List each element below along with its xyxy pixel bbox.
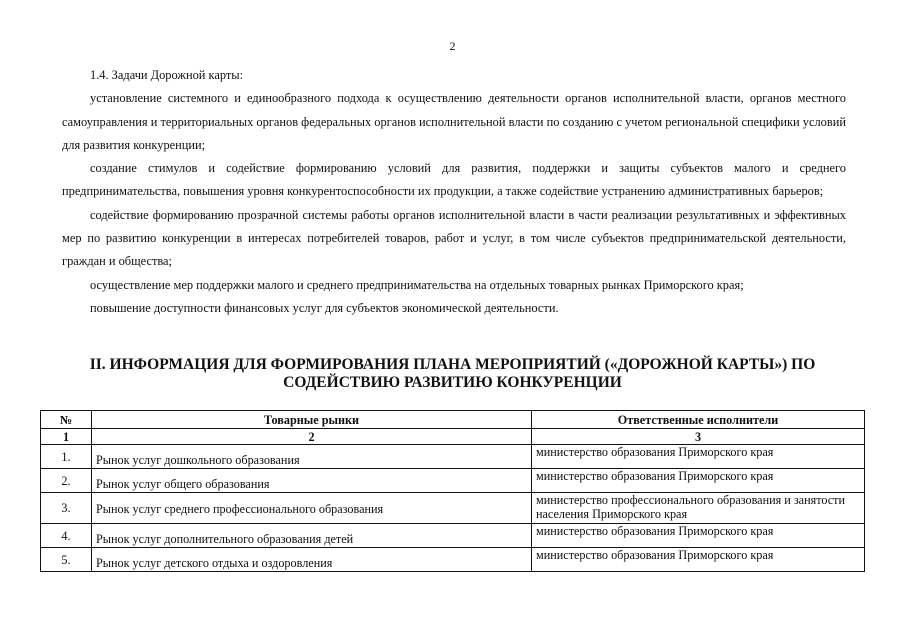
responsible-cell: министерство образования Приморского края bbox=[532, 548, 865, 572]
market-cell bbox=[92, 524, 532, 548]
table-row bbox=[41, 445, 865, 469]
table-row bbox=[41, 548, 865, 572]
section-title bbox=[40, 356, 865, 392]
row-number: 1. bbox=[41, 445, 92, 469]
responsible-cell: министерство образования Приморского края bbox=[532, 469, 865, 493]
header-responsible: Ответственные исполнители bbox=[532, 411, 865, 429]
row-number: 4. bbox=[41, 524, 92, 548]
responsible-cell: министерство образования Приморского края bbox=[532, 524, 865, 548]
tasks-section bbox=[62, 64, 846, 320]
page-number: 2 bbox=[449, 39, 456, 53]
row-number: 5. bbox=[41, 548, 92, 572]
market-name: Рынок услуг дополнительного образования детей bbox=[96, 531, 354, 546]
market-cell bbox=[92, 493, 532, 524]
section-title-line: II. ИНФОРМАЦИЯ ДЛЯ ФОРМИРОВАНИЯ ПЛАНА МЕРОПРИЯТИЙ («ДОРОЖНОЙ КАРТЫ») ПО bbox=[89, 356, 816, 373]
market-name: Рынок услуг общего образования bbox=[96, 476, 270, 491]
responsible-cell: министерство образования Приморского края bbox=[532, 445, 865, 469]
task-paragraph: создание стимулов и содействие формированию условий для развития, поддержки и защиты субъектов малого и среднего предпринимательства, повышения уровня конкурентоспособности их продукции, а также содействие устранению административных барьеров; bbox=[62, 161, 846, 199]
table-index-row bbox=[41, 429, 865, 445]
table-row bbox=[41, 493, 865, 524]
section-title-line: СОДЕЙСТВИЮ РАЗВИТИЮ КОНКУРЕНЦИИ bbox=[283, 374, 622, 391]
task-paragraph: установление системного и единообразного подхода к осуществлению деятельности органов исполнительной власти, органов местного самоуправления и территориальных органов федеральных органов исполнительной власти по созданию с учетом региональной специфики условий для развития конкуренции; bbox=[62, 91, 846, 152]
task-paragraph: повышение доступности финансовых услуг для субъектов экономической деятельности. bbox=[90, 300, 559, 315]
task-paragraph: содействие формированию прозрачной системы работы органов исполнительной власти в части реализации результативных и эффективных мер по развитию конкуренции в интересах потребителей товаров, работ и услуг, в том числе субъектов предпринимательской деятельности, граждан и общества; bbox=[62, 207, 846, 269]
market-name: Рынок услуг среднего профессионального образования bbox=[96, 502, 384, 516]
index-cell: 1 bbox=[41, 429, 92, 445]
markets-table bbox=[40, 410, 865, 572]
table-header-row bbox=[41, 411, 865, 429]
table-row bbox=[41, 469, 865, 493]
tasks-heading: 1.4. Задачи Дорожной карты: bbox=[90, 68, 244, 82]
market-name: Рынок услуг дошкольного образования bbox=[96, 452, 300, 467]
index-cell: 2 bbox=[92, 429, 532, 445]
market-name: Рынок услуг детского отдыха и оздоровления bbox=[96, 555, 333, 570]
table-row bbox=[41, 524, 865, 548]
row-number: 2. bbox=[41, 469, 92, 493]
market-cell bbox=[92, 445, 532, 469]
market-cell bbox=[92, 548, 532, 572]
index-cell: 3 bbox=[532, 429, 865, 445]
header-number: № bbox=[41, 411, 92, 429]
responsible-cell: министерство профессионального образования и занятости населения Приморского края bbox=[532, 493, 865, 524]
task-paragraph: осуществление мер поддержки малого и среднего предпринимательства на отдельных товарных рынках Приморского края; bbox=[90, 277, 744, 292]
market-cell bbox=[92, 469, 532, 493]
row-number: 3. bbox=[41, 493, 92, 524]
header-markets: Товарные рынки bbox=[92, 411, 532, 429]
